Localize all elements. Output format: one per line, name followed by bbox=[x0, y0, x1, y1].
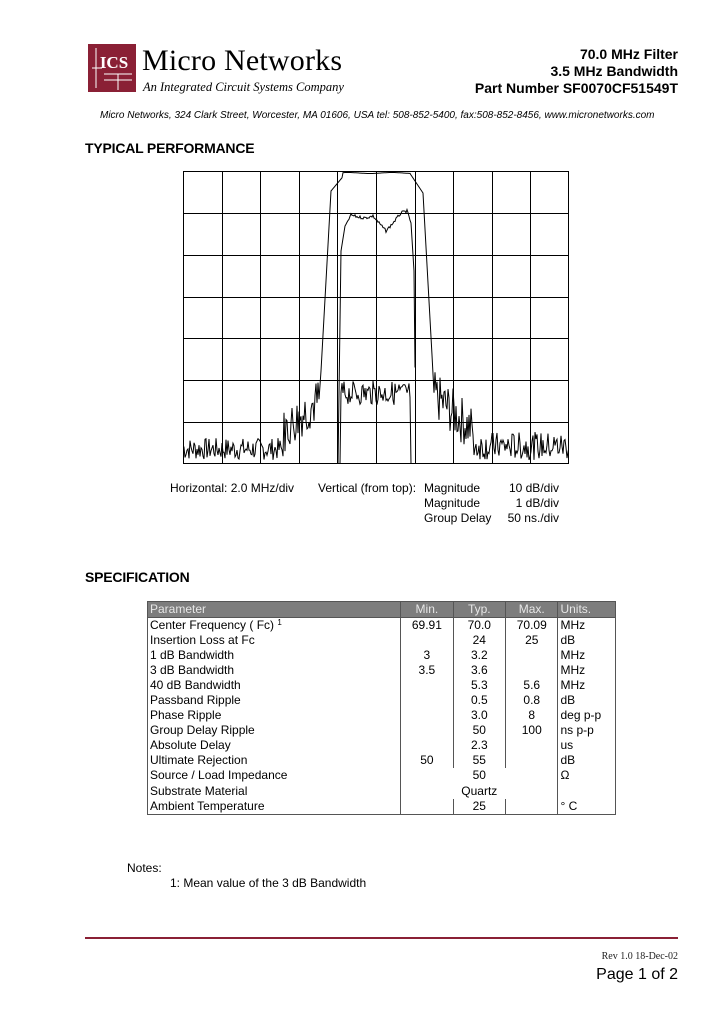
spec-min bbox=[401, 738, 453, 753]
spec-param: Ambient Temperature bbox=[148, 799, 401, 815]
spec-row-phase-ripple bbox=[148, 708, 616, 723]
spec-max bbox=[506, 648, 558, 663]
horizontal-scale-label: Horizontal: 2.0 MHz/div bbox=[170, 481, 295, 495]
spec-typ: 55 bbox=[453, 753, 505, 768]
footer-divider bbox=[85, 937, 678, 939]
spec-param: Absolute Delay bbox=[148, 738, 401, 753]
spec-param: Ultimate Rejection bbox=[148, 753, 401, 768]
spec-row-substrate bbox=[148, 783, 616, 799]
notes-heading: Notes: bbox=[127, 861, 162, 875]
spec-param: Group Delay Ripple bbox=[148, 723, 401, 738]
spec-param bbox=[148, 618, 401, 634]
spec-typ: 3.0 bbox=[453, 708, 505, 723]
spec-max bbox=[506, 799, 558, 815]
spec-param: Passband Ripple bbox=[148, 693, 401, 708]
spec-param: Insertion Loss at Fc bbox=[148, 633, 401, 648]
spec-param: 3 dB Bandwidth bbox=[148, 663, 401, 678]
spec-max: 25 bbox=[506, 633, 558, 648]
spec-row-ambient-temperature bbox=[148, 799, 616, 815]
company-address: Micro Networks, 324 Clark Street, Worcester, MA 01606, USA tel: 508-852-5400, fax:508-852-8456, www.micronetworks.com bbox=[100, 110, 655, 121]
footnote-marker: 1 bbox=[277, 618, 282, 627]
spec-param-text: Center Frequency ( Fc) bbox=[150, 618, 275, 632]
spec-row-40db-bandwidth bbox=[148, 678, 616, 693]
performance-plot bbox=[183, 171, 569, 464]
company-name: Micro Networks bbox=[142, 44, 343, 77]
spec-row-insertion-loss bbox=[148, 633, 616, 648]
spec-param: 40 dB Bandwidth bbox=[148, 678, 401, 693]
product-line-part-number: Part Number SF0070CF51549T bbox=[474, 80, 678, 96]
spec-unit bbox=[558, 783, 616, 799]
vertical-scale-label: Vertical (from top): bbox=[318, 481, 417, 495]
typical-performance-heading: TYPICAL PERFORMANCE bbox=[85, 140, 255, 156]
product-line-frequency: 70.0 MHz Filter bbox=[579, 46, 678, 62]
spec-max bbox=[506, 753, 558, 768]
plot-grid bbox=[183, 171, 569, 464]
spec-unit: us bbox=[558, 738, 616, 753]
spec-typ: 70.0 bbox=[453, 618, 505, 634]
spec-min: 50 bbox=[401, 753, 453, 768]
spec-typ: 50 bbox=[453, 723, 505, 738]
col-units: Units. bbox=[558, 602, 616, 618]
spec-min: 69.91 bbox=[401, 618, 453, 634]
logo-text: ICS bbox=[99, 53, 129, 72]
performance-plot-svg bbox=[183, 171, 569, 464]
product-title-block bbox=[475, 46, 678, 97]
revision-label: Rev 1.0 18-Dec-02 bbox=[601, 951, 678, 962]
spec-max: 5.6 bbox=[506, 678, 558, 693]
spec-unit: Ω bbox=[558, 768, 616, 783]
col-max: Max. bbox=[506, 602, 558, 618]
spec-param: 1 dB Bandwidth bbox=[148, 648, 401, 663]
spec-unit: deg p-p bbox=[558, 708, 616, 723]
spec-param: Phase Ripple bbox=[148, 708, 401, 723]
trace-name-3: Group Delay bbox=[424, 511, 492, 525]
spec-unit: dB bbox=[558, 753, 616, 768]
spec-typ: 3.2 bbox=[453, 648, 505, 663]
spec-min bbox=[401, 693, 453, 708]
spec-row-ultimate-rejection bbox=[148, 753, 616, 768]
product-line-bandwidth: 3.5 MHz Bandwidth bbox=[550, 63, 678, 79]
spec-typ: 3.6 bbox=[453, 663, 505, 678]
trace-scale-1: 10 dB/div bbox=[508, 481, 559, 495]
spec-min: 3 bbox=[401, 648, 453, 663]
spec-unit: MHz bbox=[558, 678, 616, 693]
company-tagline: An Integrated Circuit Systems Company bbox=[143, 80, 344, 94]
spec-typ: 24 bbox=[453, 633, 505, 648]
spec-typ: 5.3 bbox=[453, 678, 505, 693]
spec-max: 70.09 bbox=[506, 618, 558, 634]
note-item-1: 1: Mean value of the 3 dB Bandwidth bbox=[170, 876, 367, 890]
spec-typ: 0.5 bbox=[453, 693, 505, 708]
spec-min bbox=[401, 723, 453, 738]
spec-row-passband-ripple bbox=[148, 693, 616, 708]
spec-row-3db-bandwidth bbox=[148, 663, 616, 678]
col-min: Min. bbox=[401, 602, 453, 618]
spec-unit: MHz bbox=[558, 618, 616, 634]
trace-scale-2: 1 dB/div bbox=[515, 496, 559, 510]
spec-row-group-delay-ripple bbox=[148, 723, 616, 738]
spec-min bbox=[401, 678, 453, 693]
col-typ: Typ. bbox=[453, 602, 505, 618]
spec-max: 100 bbox=[506, 723, 558, 738]
spec-typ: 2.3 bbox=[453, 738, 505, 753]
spec-param: Source / Load Impedance bbox=[148, 768, 401, 783]
spec-param: Substrate Material bbox=[148, 783, 401, 799]
spec-unit: dB bbox=[558, 633, 616, 648]
specification-table bbox=[147, 601, 616, 815]
spec-unit: ° C bbox=[558, 799, 616, 815]
spec-merged-value: 50 bbox=[401, 768, 558, 783]
spec-merged-value: Quartz bbox=[401, 783, 558, 799]
spec-header-row bbox=[148, 602, 616, 618]
spec-unit: dB bbox=[558, 693, 616, 708]
spec-max: 0.8 bbox=[506, 693, 558, 708]
spec-unit: ns p-p bbox=[558, 723, 616, 738]
spec-unit: MHz bbox=[558, 663, 616, 678]
spec-row-center-frequency bbox=[148, 618, 616, 634]
trace-name-2: Magnitude bbox=[424, 496, 481, 510]
spec-min bbox=[401, 633, 453, 648]
spec-max bbox=[506, 738, 558, 753]
ics-logo bbox=[88, 44, 136, 92]
spec-min bbox=[401, 799, 453, 815]
col-parameter: Parameter bbox=[148, 602, 401, 618]
specification-heading: SPECIFICATION bbox=[85, 569, 190, 585]
page-number: Page 1 of 2 bbox=[596, 966, 678, 983]
spec-row-impedance bbox=[148, 768, 616, 783]
spec-min bbox=[401, 708, 453, 723]
spec-unit: MHz bbox=[558, 648, 616, 663]
spec-max bbox=[506, 663, 558, 678]
spec-row-absolute-delay bbox=[148, 738, 616, 753]
spec-max: 8 bbox=[506, 708, 558, 723]
trace-scale-3: 50 ns./div bbox=[507, 511, 559, 525]
spec-row-1db-bandwidth bbox=[148, 648, 616, 663]
spec-min: 3.5 bbox=[401, 663, 453, 678]
spec-typ: 25 bbox=[453, 799, 505, 815]
trace-name-1: Magnitude bbox=[424, 481, 481, 495]
logo-mark bbox=[88, 44, 136, 92]
